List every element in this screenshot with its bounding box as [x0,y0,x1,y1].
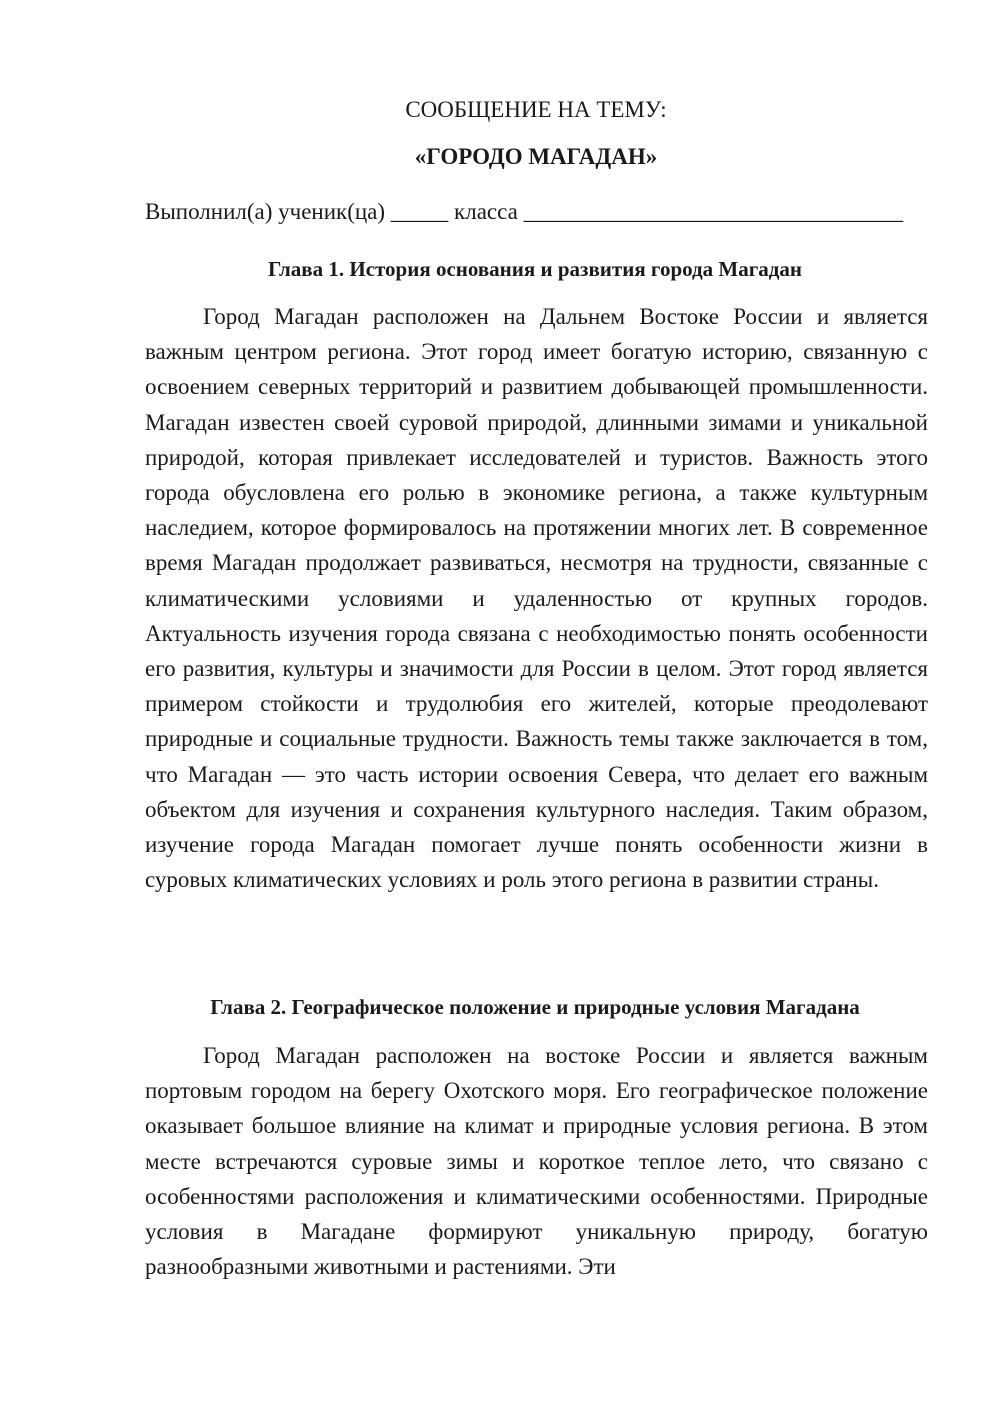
chapter-1-heading: Глава 1. История основания и развития города Магадан [268,257,802,281]
author-line: Выполнил(а) ученик(ца) _____ класса _________________________________ [145,199,904,224]
chapter-1-paragraph: Город Магадан расположен на Дальнем Востоке России и является важным центром региона. Этот город имеет богатую историю, связанную с освоением северных территорий и развитием добывающей промышленности. Магадан известен своей суровой природой, длинными зимами и уникальной природой, которая привлекает исследователей и туристов. Важность этого города обусловлена его ролью в экономике региона, а также культурным наследием, которое формировалось на протяжении многих лет. В современное время Магадан продолжает развиваться, несмотря на трудности, связанные с климатическими условиями и удаленностью от крупных городов. Актуальность изучения города связана с необходимостью понять особенности его развития, культуры и значимости для России в целом. Этот город является примером стойкости и трудолюбия его жителей, которые преодолевают природные и социальные трудности. Важность темы также заключается в том, что Магадан — это часть истории освоения Севера, что делает его важным объектом для изучения и сохранения культурного наследия. Таким образом, изучение города Магадан помогает лучше понять особенности жизни в суровых климатических условиях и роль этого региона в развитии страны. [145,304,928,893]
document-title-line-2: «ГОРОДО МАГАДАН» [414,144,658,169]
chapter-2-paragraph: Город Магадан расположен на востоке России и является важным портовым городом на берегу Охотского моря. Его географическое положение оказывает большое влияние на климат и природные условия региона. В этом месте встречаются суровые зимы и короткое теплое лето, что связано с особенностями расположения и климатическими особенностями. Природные условия в Магадане формируют уникальную природу, богатую разнообразными животными и растениями. Эти [145,1043,928,1280]
chapter-2-heading: Глава 2. Географическое положение и природные условия Магадана [210,995,860,1019]
document-title-line-1: СООБЩЕНИЕ НА ТЕМУ: [405,97,667,122]
